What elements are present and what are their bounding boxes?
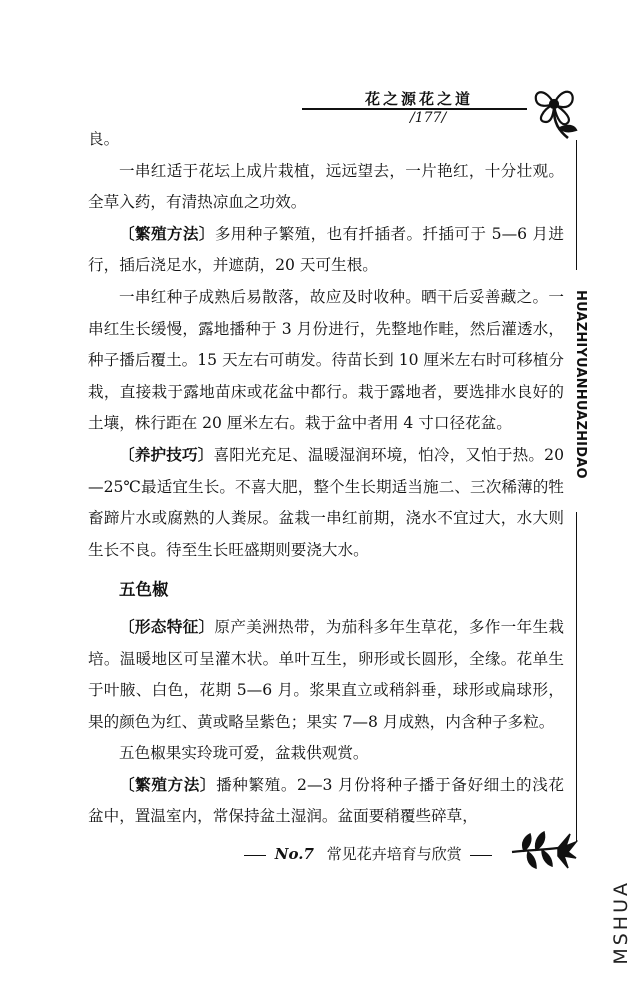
paragraph-text: 原产美洲热带，为茄科多年生草花，多作一年生栽培。温暖地区可呈灌木状。单叶互生，卵形或长圆形，全缘。花单生于叶腋、白色，花期 5—6 月。浆果直立或稍斜垂，球形或扁球形，果的颜色为红、黄或略呈紫色；果实 7—8 月成熟，内含种子多粒。 [88, 617, 564, 731]
paragraph: 一串红种子成熟后易散落，故应及时收种。晒干后妥善藏之。一串红生长缓慢，露地播种于 3 月份进行，先整地作畦，然后灌透水，种子播后覆土。15 天左右可萌发。待苗长到 10 厘米左右时可移植分栽，直接栽于露地苗床或花盆中都行。栽于露地者，要选排水良好的土壤，株行距在 20 厘米左右。栽于盆中者用 4 寸口径花盆。 [88, 287, 564, 433]
paragraph [88, 440, 564, 566]
paragraph-text: 多用种子繁殖，也有扦插者。扦插可于 5—6 月进行，插后浇足水，并遮荫，20 天可生根。 [88, 224, 564, 275]
paragraph: 良。 [88, 130, 120, 148]
side-label: HUAZHIYUANHUAZHIDAO [573, 290, 588, 479]
paragraph [88, 612, 564, 738]
side-rule-top [576, 140, 577, 270]
flower-sprig-icon [508, 828, 578, 872]
section-tag: 〔养护技巧〕 [119, 445, 214, 464]
section-tag: 〔繁殖方法〕 [119, 775, 217, 794]
header-title: 花之源花之道 [365, 90, 474, 108]
section-tag: 〔繁殖方法〕 [119, 224, 215, 243]
footer-dash [470, 855, 492, 856]
watermark: MSHUA [610, 880, 632, 965]
paragraph [88, 219, 564, 282]
page-body [88, 124, 564, 833]
series-number: No.7 [274, 845, 314, 863]
running-footer [240, 843, 496, 864]
page-number: /177/ [410, 110, 447, 126]
section-tag: 〔形态特征〕 [119, 617, 215, 636]
paragraph-text: 播种繁殖。2—3 月份将种子播于备好细土的浅花盆中，置温室内，常保持盆土湿润。盆面要稍覆些碎草， [88, 775, 564, 826]
section-heading: 五色椒 [119, 580, 169, 600]
paragraph-text: 喜阳光充足、温暖湿润环境，怕冷，又怕于热。20—25℃最适宜生长。不喜大肥，整个生长期适当施二、三次稀薄的牲畜蹄片水或腐熟的人粪尿。盆栽一串红前期，浇水不宜过大，水大则生长不良。待至生长旺盛期则要浇大水。 [88, 445, 564, 559]
side-rule-bottom [576, 512, 577, 842]
paragraph: 一串红适于花坛上成片栽植，远远望去，一片艳红，十分壮观。全草入药，有清热凉血之功效。 [88, 161, 564, 212]
paragraph [88, 770, 564, 833]
series-title: 常见花卉培育与欣赏 [326, 845, 462, 863]
paragraph: 五色椒果实玲珑可爱，盆栽供观赏。 [119, 744, 369, 763]
footer-dash [244, 855, 266, 856]
